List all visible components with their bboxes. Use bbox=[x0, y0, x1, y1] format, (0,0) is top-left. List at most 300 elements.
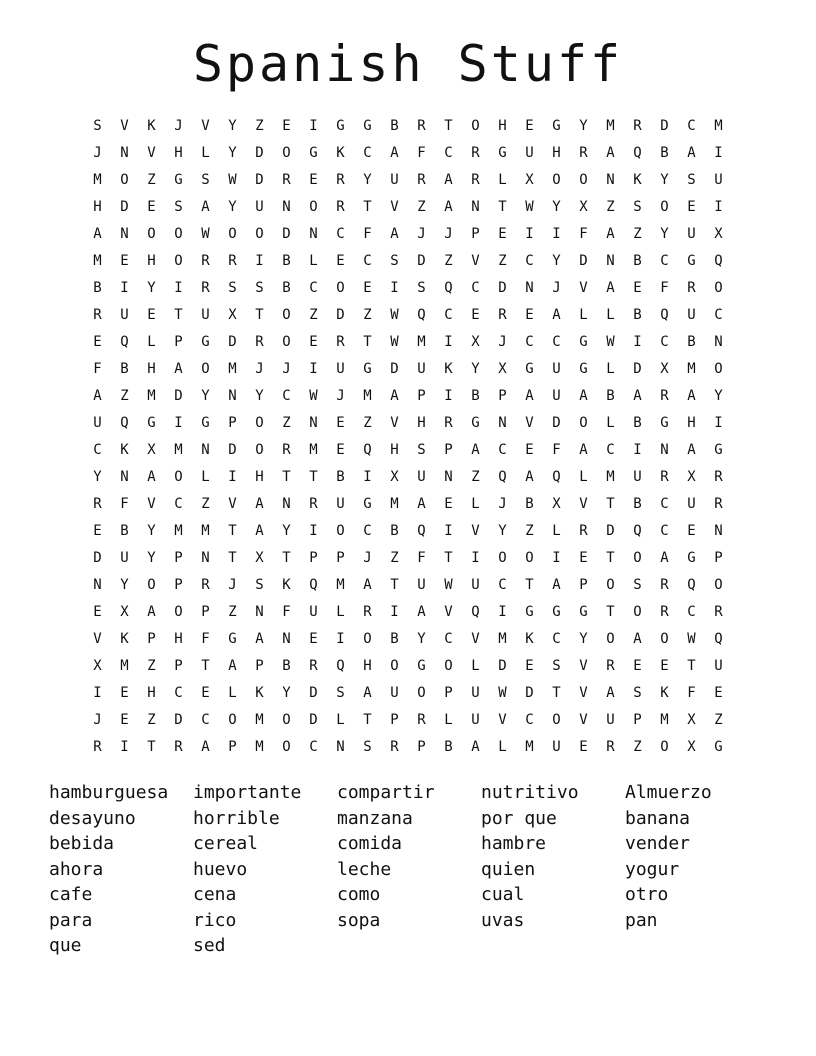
grid-row bbox=[84, 734, 732, 761]
grid-letter: C bbox=[525, 253, 534, 269]
grid-letter: Z bbox=[147, 172, 156, 188]
grid-letter: E bbox=[309, 172, 318, 188]
grid-letter: Z bbox=[147, 658, 156, 674]
grid-letter: G bbox=[525, 361, 534, 377]
grid-letter: G bbox=[363, 118, 372, 134]
grid-letter: B bbox=[120, 361, 129, 377]
word-list-item: para bbox=[49, 909, 93, 931]
grid-letter: O bbox=[633, 550, 642, 566]
grid-letter: S bbox=[552, 658, 561, 674]
grid-letter: L bbox=[201, 469, 210, 485]
grid-letter: C bbox=[444, 631, 453, 647]
grid-letter: A bbox=[471, 739, 480, 755]
grid-letter: O bbox=[336, 523, 345, 539]
word-list-item: hamburguesa bbox=[49, 782, 169, 803]
grid-letter: R bbox=[228, 253, 237, 269]
grid-letter: X bbox=[687, 712, 696, 728]
grid-letter: E bbox=[120, 253, 129, 269]
grid-letter: R bbox=[174, 739, 183, 755]
grid-letter: A bbox=[201, 199, 210, 215]
grid-letter: A bbox=[633, 631, 642, 647]
grid-letter: D bbox=[498, 658, 507, 674]
grid-letter: X bbox=[498, 361, 507, 377]
grid-letter: U bbox=[687, 496, 696, 512]
grid-letter: I bbox=[120, 739, 129, 755]
grid-letter: U bbox=[552, 388, 561, 404]
grid-letter: S bbox=[417, 280, 426, 296]
grid-letter: O bbox=[390, 658, 399, 674]
grid-letter: Z bbox=[525, 523, 534, 539]
grid-letter: Y bbox=[498, 523, 507, 539]
grid-row bbox=[84, 248, 732, 275]
grid-letter: U bbox=[255, 199, 264, 215]
grid-letter: G bbox=[552, 604, 561, 620]
word-list-item: uvas bbox=[481, 909, 525, 931]
grid-letter: I bbox=[174, 415, 183, 431]
grid-letter: W bbox=[201, 226, 210, 242]
grid-letter: M bbox=[606, 118, 615, 134]
word-list-item: bebida bbox=[49, 833, 115, 854]
grid-letter: Y bbox=[147, 523, 156, 539]
grid-letter: G bbox=[579, 334, 588, 350]
grid-letter: D bbox=[606, 523, 615, 539]
grid-letter: F bbox=[93, 361, 102, 377]
grid-letter: L bbox=[606, 307, 615, 323]
grid-letter: A bbox=[147, 469, 156, 485]
grid-letter: L bbox=[471, 496, 480, 512]
grid-letter: A bbox=[552, 577, 561, 593]
grid-letter: A bbox=[687, 145, 696, 161]
grid-letter: O bbox=[336, 280, 345, 296]
grid-letter: C bbox=[363, 523, 372, 539]
grid-letter: E bbox=[309, 631, 318, 647]
grid-letter: N bbox=[201, 550, 210, 566]
grid-letter: P bbox=[390, 712, 399, 728]
grid-letter: X bbox=[687, 739, 696, 755]
grid-letter: J bbox=[498, 496, 507, 512]
grid-letter: C bbox=[309, 280, 318, 296]
grid-letter: E bbox=[687, 199, 696, 215]
grid-letter: X bbox=[390, 469, 399, 485]
grid-letter: D bbox=[120, 199, 129, 215]
grid-letter: T bbox=[228, 523, 237, 539]
grid-letter: P bbox=[471, 226, 480, 242]
grid-letter: N bbox=[525, 280, 534, 296]
grid-letter: L bbox=[606, 415, 615, 431]
grid-letter: T bbox=[282, 550, 291, 566]
grid-letter: M bbox=[228, 361, 237, 377]
grid-letter: U bbox=[120, 307, 129, 323]
grid-row bbox=[84, 356, 732, 383]
word-list-item: sopa bbox=[337, 909, 381, 931]
grid-letter: M bbox=[336, 577, 345, 593]
grid-letter: F bbox=[363, 226, 372, 242]
grid-letter: M bbox=[498, 631, 507, 647]
grid-letter: D bbox=[255, 145, 264, 161]
grid-letter: G bbox=[228, 631, 237, 647]
grid-letter: E bbox=[498, 226, 507, 242]
grid-letter: U bbox=[687, 307, 696, 323]
grid-letter: O bbox=[174, 469, 183, 485]
grid-letter: R bbox=[714, 604, 723, 620]
grid-letter: U bbox=[471, 577, 480, 593]
grid-letter: S bbox=[633, 685, 642, 701]
grid-letter: T bbox=[363, 712, 372, 728]
grid-letter: G bbox=[687, 253, 696, 269]
grid-letter: E bbox=[309, 334, 318, 350]
grid-letter: E bbox=[660, 658, 669, 674]
grid-letter: O bbox=[714, 577, 723, 593]
grid-letter: T bbox=[606, 550, 615, 566]
grid-letter: C bbox=[363, 145, 372, 161]
grid-letter: O bbox=[606, 631, 615, 647]
grid-letter: G bbox=[201, 334, 210, 350]
grid-letter: T bbox=[606, 496, 615, 512]
grid-letter: C bbox=[93, 442, 102, 458]
grid-letter: I bbox=[228, 469, 237, 485]
grid-letter: C bbox=[660, 523, 669, 539]
grid-letter: Z bbox=[120, 388, 129, 404]
grid-letter: L bbox=[201, 145, 210, 161]
grid-letter: X bbox=[687, 469, 696, 485]
grid-letter: A bbox=[471, 442, 480, 458]
grid-letter: J bbox=[363, 550, 372, 566]
grid-letter: Y bbox=[552, 199, 561, 215]
grid-letter: O bbox=[228, 712, 237, 728]
grid-letter: F bbox=[282, 604, 291, 620]
grid-letter: G bbox=[309, 145, 318, 161]
grid-letter: N bbox=[120, 469, 129, 485]
grid-letter: H bbox=[417, 415, 426, 431]
grid-letter: W bbox=[309, 388, 318, 404]
grid-letter: O bbox=[282, 712, 291, 728]
grid-row bbox=[84, 221, 732, 248]
grid-letter: D bbox=[552, 415, 561, 431]
grid-letter: R bbox=[390, 739, 399, 755]
grid-letter: N bbox=[120, 226, 129, 242]
grid-letter: N bbox=[606, 172, 615, 188]
grid-letter: V bbox=[390, 199, 399, 215]
grid-letter: E bbox=[633, 658, 642, 674]
grid-letter: D bbox=[417, 253, 426, 269]
grid-letter: V bbox=[579, 280, 588, 296]
grid-letter: P bbox=[174, 658, 183, 674]
grid-letter: E bbox=[363, 280, 372, 296]
grid-letter: N bbox=[309, 415, 318, 431]
grid-letter: R bbox=[255, 334, 264, 350]
grid-letter: C bbox=[687, 118, 696, 134]
grid-letter: A bbox=[93, 388, 102, 404]
grid-letter: Y bbox=[660, 226, 669, 242]
word-list-item: cafe bbox=[49, 884, 93, 905]
grid-letter: V bbox=[228, 496, 237, 512]
grid-letter: M bbox=[525, 739, 534, 755]
grid-letter: Q bbox=[120, 415, 129, 431]
grid-letter: P bbox=[174, 550, 183, 566]
grid-letter: L bbox=[579, 307, 588, 323]
grid-letter: C bbox=[336, 226, 345, 242]
grid-letter: R bbox=[606, 658, 615, 674]
grid-letter: P bbox=[174, 577, 183, 593]
grid-letter: O bbox=[147, 577, 156, 593]
word-list-item: otro bbox=[625, 884, 669, 905]
grid-letter: O bbox=[228, 226, 237, 242]
grid-letter: C bbox=[525, 712, 534, 728]
word-list-item: ahora bbox=[49, 858, 104, 880]
grid-letter: A bbox=[606, 226, 615, 242]
grid-letter: K bbox=[660, 685, 669, 701]
grid-letter: D bbox=[282, 226, 291, 242]
grid-letter: M bbox=[120, 658, 129, 674]
grid-letter: M bbox=[147, 388, 156, 404]
word-list-item: banana bbox=[625, 807, 691, 829]
word-list-item: quien bbox=[481, 858, 536, 880]
grid-letter: W bbox=[444, 577, 453, 593]
grid-letter: J bbox=[552, 280, 561, 296]
grid-letter: B bbox=[390, 523, 399, 539]
grid-letter: X bbox=[93, 658, 102, 674]
grid-letter: L bbox=[336, 712, 345, 728]
grid-letter: B bbox=[633, 496, 642, 512]
grid-letter: E bbox=[714, 685, 723, 701]
grid-letter: J bbox=[498, 334, 507, 350]
grid-letter: X bbox=[579, 199, 588, 215]
grid-letter: C bbox=[444, 145, 453, 161]
grid-letter: M bbox=[174, 442, 183, 458]
grid-letter: G bbox=[552, 118, 561, 134]
grid-letter: B bbox=[471, 388, 480, 404]
grid-letter: E bbox=[282, 118, 291, 134]
grid-letter: Y bbox=[147, 550, 156, 566]
grid-letter: I bbox=[714, 199, 723, 215]
grid-letter: L bbox=[498, 172, 507, 188]
grid-letter: P bbox=[255, 658, 264, 674]
grid-letter: W bbox=[390, 334, 399, 350]
word-list-item: rico bbox=[193, 909, 237, 931]
grid-letter: I bbox=[309, 361, 318, 377]
grid-letter: G bbox=[174, 172, 183, 188]
grid-letter: A bbox=[687, 388, 696, 404]
grid-letter: U bbox=[417, 469, 426, 485]
grid-letter: R bbox=[336, 334, 345, 350]
grid-letter: A bbox=[606, 280, 615, 296]
grid-letter: P bbox=[714, 550, 723, 566]
grid-letter: W bbox=[498, 685, 507, 701]
word-list-item: vender bbox=[625, 833, 691, 854]
grid-letter: G bbox=[714, 739, 723, 755]
grid-row bbox=[84, 302, 732, 329]
grid-letter: T bbox=[201, 658, 210, 674]
grid-letter: P bbox=[417, 739, 426, 755]
grid-letter: M bbox=[201, 523, 210, 539]
grid-row bbox=[84, 437, 732, 464]
grid-row bbox=[84, 599, 732, 626]
grid-letter: L bbox=[444, 712, 453, 728]
grid-letter: F bbox=[687, 685, 696, 701]
grid-letter: I bbox=[309, 118, 318, 134]
grid-letter: M bbox=[606, 469, 615, 485]
grid-letter: I bbox=[93, 685, 102, 701]
grid-letter: V bbox=[471, 253, 480, 269]
grid-letter: R bbox=[201, 253, 210, 269]
grid-letter: G bbox=[579, 604, 588, 620]
grid-letter: U bbox=[390, 172, 399, 188]
grid-letter: B bbox=[390, 631, 399, 647]
grid-letter: X bbox=[147, 442, 156, 458]
grid-letter: N bbox=[282, 496, 291, 512]
grid-letter: Z bbox=[390, 550, 399, 566]
grid-letter: P bbox=[147, 631, 156, 647]
grid-letter: Q bbox=[471, 604, 480, 620]
grid-letter: D bbox=[498, 280, 507, 296]
grid-letter: A bbox=[606, 145, 615, 161]
grid-row bbox=[84, 491, 732, 518]
grid-letter: T bbox=[444, 550, 453, 566]
grid-letter: V bbox=[471, 631, 480, 647]
grid-letter: M bbox=[255, 712, 264, 728]
grid-letter: B bbox=[282, 253, 291, 269]
grid-letter: P bbox=[174, 334, 183, 350]
grid-letter: R bbox=[201, 280, 210, 296]
grid-letter: O bbox=[606, 577, 615, 593]
grid-letter: I bbox=[714, 415, 723, 431]
grid-letter: Q bbox=[120, 334, 129, 350]
grid-letter: S bbox=[93, 118, 102, 134]
grid-letter: U bbox=[201, 307, 210, 323]
grid-letter: E bbox=[525, 442, 534, 458]
grid-letter: P bbox=[228, 739, 237, 755]
grid-letter: B bbox=[687, 334, 696, 350]
word-list-item: hambre bbox=[481, 833, 547, 854]
grid-letter: N bbox=[714, 334, 723, 350]
grid-letter: D bbox=[228, 442, 237, 458]
grid-letter: N bbox=[255, 604, 264, 620]
grid-letter: R bbox=[687, 280, 696, 296]
grid-letter: T bbox=[282, 469, 291, 485]
grid-letter: D bbox=[390, 361, 399, 377]
grid-letter: A bbox=[255, 523, 264, 539]
grid-letter: N bbox=[444, 469, 453, 485]
grid-letter: Y bbox=[282, 685, 291, 701]
grid-letter: G bbox=[471, 415, 480, 431]
grid-letter: Q bbox=[714, 631, 723, 647]
grid-letter: Y bbox=[579, 118, 588, 134]
grid-letter: E bbox=[120, 685, 129, 701]
grid-letter: L bbox=[471, 658, 480, 674]
grid-letter: U bbox=[390, 685, 399, 701]
grid-letter: N bbox=[228, 388, 237, 404]
grid-letter: Y bbox=[228, 118, 237, 134]
grid-letter: R bbox=[417, 712, 426, 728]
grid-letter: E bbox=[525, 658, 534, 674]
grid-letter: J bbox=[228, 577, 237, 593]
grid-letter: G bbox=[687, 550, 696, 566]
grid-letter: V bbox=[579, 658, 588, 674]
grid-letter: B bbox=[282, 280, 291, 296]
grid-letter: H bbox=[255, 469, 264, 485]
grid-letter: I bbox=[552, 550, 561, 566]
grid-letter: O bbox=[282, 145, 291, 161]
grid-row bbox=[84, 167, 732, 194]
grid-letter: R bbox=[93, 496, 102, 512]
grid-letter: A bbox=[444, 199, 453, 215]
grid-letter: P bbox=[228, 415, 237, 431]
grid-letter: R bbox=[579, 523, 588, 539]
grid-letter: R bbox=[714, 496, 723, 512]
grid-letter: C bbox=[606, 442, 615, 458]
grid-letter: V bbox=[579, 496, 588, 512]
grid-letter: A bbox=[444, 172, 453, 188]
grid-letter: H bbox=[552, 145, 561, 161]
grid-letter: C bbox=[498, 442, 507, 458]
grid-letter: O bbox=[417, 685, 426, 701]
grid-letter: D bbox=[579, 253, 588, 269]
grid-row bbox=[84, 518, 732, 545]
grid-letter: T bbox=[444, 118, 453, 134]
grid-letter: I bbox=[471, 550, 480, 566]
grid-letter: M bbox=[714, 118, 723, 134]
grid-letter: C bbox=[498, 577, 507, 593]
grid-letter: U bbox=[120, 550, 129, 566]
grid-letter: F bbox=[417, 550, 426, 566]
grid-letter: J bbox=[93, 145, 102, 161]
grid-letter: Y bbox=[660, 172, 669, 188]
grid-letter: D bbox=[309, 685, 318, 701]
grid-letter: C bbox=[309, 739, 318, 755]
grid-letter: E bbox=[471, 307, 480, 323]
grid-letter: M bbox=[174, 523, 183, 539]
grid-letter: J bbox=[417, 226, 426, 242]
grid-letter: M bbox=[687, 361, 696, 377]
grid-letter: O bbox=[579, 172, 588, 188]
grid-letter: I bbox=[525, 226, 534, 242]
grid-letter: T bbox=[363, 199, 372, 215]
grid-letter: R bbox=[282, 442, 291, 458]
grid-letter: A bbox=[228, 658, 237, 674]
word-list-item: huevo bbox=[193, 858, 248, 880]
grid-letter: Y bbox=[120, 577, 129, 593]
grid-letter: Z bbox=[309, 307, 318, 323]
grid-letter: V bbox=[525, 415, 534, 431]
grid-letter: F bbox=[417, 145, 426, 161]
grid-row bbox=[84, 275, 732, 302]
word-list-item: leche bbox=[337, 858, 392, 880]
grid-letter: L bbox=[228, 685, 237, 701]
grid-letter: A bbox=[201, 739, 210, 755]
grid-letter: N bbox=[282, 631, 291, 647]
grid-letter: V bbox=[579, 685, 588, 701]
grid-letter: T bbox=[228, 550, 237, 566]
grid-letter: S bbox=[633, 199, 642, 215]
grid-letter: O bbox=[552, 172, 561, 188]
grid-letter: O bbox=[498, 550, 507, 566]
grid-letter: B bbox=[444, 739, 453, 755]
grid-letter: V bbox=[498, 712, 507, 728]
grid-row bbox=[84, 572, 732, 599]
grid-letter: I bbox=[444, 523, 453, 539]
grid-letter: I bbox=[120, 280, 129, 296]
grid-letter: I bbox=[444, 388, 453, 404]
grid-letter: K bbox=[444, 361, 453, 377]
grid-letter: H bbox=[174, 631, 183, 647]
grid-letter: Z bbox=[444, 253, 453, 269]
grid-letter: C bbox=[552, 631, 561, 647]
grid-letter: R bbox=[660, 577, 669, 593]
grid-letter: F bbox=[120, 496, 129, 512]
grid-letter: Z bbox=[282, 415, 291, 431]
grid-letter: Y bbox=[255, 388, 264, 404]
grid-letter: O bbox=[255, 442, 264, 458]
